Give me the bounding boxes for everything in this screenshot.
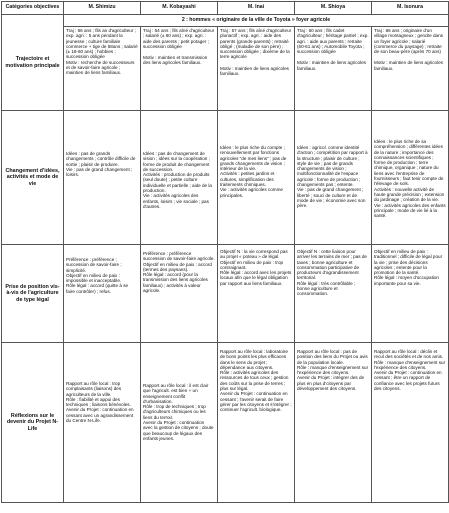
table-row bbox=[2, 343, 449, 503]
table-cell: Rapport au rôle local : il est clair que l'agricult. est bien + un enseignement conflit d'urbanisation. Rôle : trop de techniques ; trop d'agriculteurs chimiques ou les liens du terroir. Avenir du Projet : continuation avec la gestion de citoyens ; doute que beaucoup de légaux des enfants jeunes. bbox=[141, 343, 218, 503]
table-cell: Idées : pas de changement de vision ; idées sur la coopération ; forme de produit de changement de succession. Activités : production de produits (seul doute) ; petite culture individuelle et partielle ; aide de la production. Vie : activités agricoles des enfants, loisirs ; vie sociale ; pas d'autres. bbox=[141, 111, 218, 245]
column-header-inai: M. Inai bbox=[218, 2, 295, 15]
row-header-trajectoire: Trajectoire et motivation principale bbox=[2, 15, 64, 111]
table-row bbox=[2, 15, 449, 27]
table-cell: Objectif en milieu de paix : traditionnel ; difficile de légal pour la vie ; prise des décisions agricoles ; entente pour la promotion de la santé. Rôle légal : moyen d'occupation importante pour sa vie. bbox=[372, 245, 449, 343]
table-cell: Traj : 66 ans ; originaire d'un village montagneux ; gendre dans un foyer agricole ; salarié (commerce du paysage) ; retraite de son beau-père (après 70 ans) Motiv : maintien de liens agricoles familiaux. bbox=[372, 27, 449, 111]
column-header-kobayashi: M. Kobayashi bbox=[141, 2, 218, 15]
table-cell: Traj : 57 ans ; fils aîné d'agriculteur pluriactif ; exp. agri. : aide des parents (grands-parents) ; retraité obligé ; (maladie de son père) ; succession obligée ; dixième de la terre agricole Motiv : maintien de liens agricoles familiaux. bbox=[218, 27, 295, 111]
synthesis-table bbox=[1, 1, 449, 503]
table-cell: Objectif N : la vie correspond pas au projet « poteau » de légal. Objectif en milieu de paix : trop contraignant. Rôle légal : accord avec les projets locaux afin que le légal obligation par rapport aux liens familiaux. bbox=[218, 245, 295, 343]
table-row bbox=[2, 27, 449, 111]
table-cell: Rapport au rôle local : laboratoire de bons points les plus efficaces dans le sens du projet ; dépendance aux citoyens. Rôle : activités agricoles des ressources de tous ceux ; gestion des coûts sur la prise de terres ; plus sur légal. Avenir du Projet : continuation en cessant ; l'avenir serait de faire gérer par les citoyens et s'intégrer ; continuer l'agricult. biologique. bbox=[218, 343, 295, 503]
row-header-prise-de-position: Prise de position vis-à-vis de l'agriculture de type légal bbox=[2, 245, 64, 343]
origin-summary: 2 : hommes « originaire de la ville de Toyota » foyer agricole bbox=[64, 15, 449, 27]
column-header-shimizu: M. Shimizu bbox=[64, 2, 141, 15]
table-cell: Traj : 64 ans ; fils aîné d'agriculteur ; salarié (± 60 ans) ; exp. agri. : aide des parents ; petit potager ; succession obligée Motiv : maintien et transmission des liens agricoles familiaux. bbox=[141, 27, 218, 111]
row-header-reflexions: Réflexions sur le devenir du Projet N-Life bbox=[2, 343, 64, 503]
column-header-isonura: M. Isonura bbox=[372, 2, 449, 15]
table-row bbox=[2, 111, 449, 245]
table-cell: Idées : agricol. comme identité d'action ; compétition par rapport à la structure ; plaisir de culture ; style de vie ; pas de grands changements de vision ; multifonctionnalité de l'espace agricole ; forme de production ; changements pas ; entente. Vie : pas de grand changement ; liberté ; souci de culture et de mode de vie ; économie avec son père. bbox=[295, 111, 372, 245]
table-cell: Rapport au rôle local : déclin et recul des sociétés et de nos amis. Rôle : manque d'enseignement sur l'expérience des citoyens. Avenir du Projet : continuation en cessant ; être un rapport de confiance avec les projets futurs des citoyens. bbox=[372, 343, 449, 503]
table-cell: Idées : pas de grands changements ; contrôle difficile de sortie ; plaisir de produire. Vie : pas de grand changement ; loisirs. bbox=[64, 111, 141, 245]
corner-header: Catégories objectives bbox=[2, 2, 64, 15]
table-cell: Idées : le plus riche du compte ; renouvellement par fonctions agricoles "de mes liens" ; pas de grands changements de vision ; intérieur de la vie. Activités : petites jardins et cultures, simplification des traitements chimiques. Vie : activités agricoles comme principales. bbox=[218, 111, 295, 245]
header-row bbox=[2, 2, 449, 15]
table-cell: Rapport au rôle local : pas de position des liens du Projet ou avis de la population locale. Rôle : manque d'enseignement sur l'expérience des citoyens. Avenir du Projet : intégrer des de plus en plus d'citoyens par développement des citoyens. bbox=[295, 343, 372, 503]
column-header-shioya: M. Shioya bbox=[295, 2, 372, 15]
table-cell: Préférence : préférence succession de savoir-faire agricole. Objectif en milieu de paix : accord (termes des paysans). Rôle légal : accord (pour la transmission des liens agricoles familiaux) ; activités à valeur agricole. bbox=[141, 245, 218, 343]
table-cell: Préférence : préférence ; succession de savoir-faire ; simplicité. Objectif en milieu de paix : impossible et inacceptable. Rôle légal : accord (quitte à se faire contrôler) ; refus. bbox=[64, 245, 141, 343]
table-cell: Rapport au rôle local : trop complaisants (liaisons) des agriculteurs de la ville. Rôle : fiabilité et appui des techniques ; liaisons bénévoles. Avenir du Projet : continuation en cessant avec un agrandissement du Centre N-Life. bbox=[64, 343, 141, 503]
table-cell: Objectif N : cette liaison pour arriver les terrains de mer ; pas de taxes ; bonne agriculture et consommation participative de producteurs d'agrandissement territorial. Rôle légal : très contrôlable ; bonne agriculture et consommation. bbox=[295, 245, 372, 343]
table-cell: Traj : 66 ans ; fils an d'agriculteur ; exp. agri. : 5 ans pendant la jeunesse ; culture familiale commerce + tige de 58ans ; salarié (± 18-60 ans) ; hobbies ; succession obligée Motiv : recherche de successeurs et de savoir-faire agricole ; maintien de liens familiaux. bbox=[64, 27, 141, 111]
table-cell: Traj : 60 ans ; fils cadet d'agriculteur ; héritage partiel ; exp. agri. : aide aux parents ; retraite (60-61 ans) ; Automobile Toyota ; succession obligée Motiv : maintien de liens agricoles familiaux. bbox=[295, 27, 372, 111]
row-header-changement: Changement d'idées, activités et mode de vie bbox=[2, 111, 64, 245]
table-cell: Idées : le plus riche de sa compréhension ; différentes idées de la nature ; importance des connaissances scientifiques ; forme de production ; terre chimique, organique ; nature du liens avec l'entreprise de fournisseurs ; faut tenir compte de l'élevage de sols. Activités : nouvelle activité de haute grande précision ; extension du jardinage ; création de la vie. Vie : activités agricoles des enfants principale ; mode de vie lié à la santé. bbox=[372, 111, 449, 245]
table-row bbox=[2, 245, 449, 343]
